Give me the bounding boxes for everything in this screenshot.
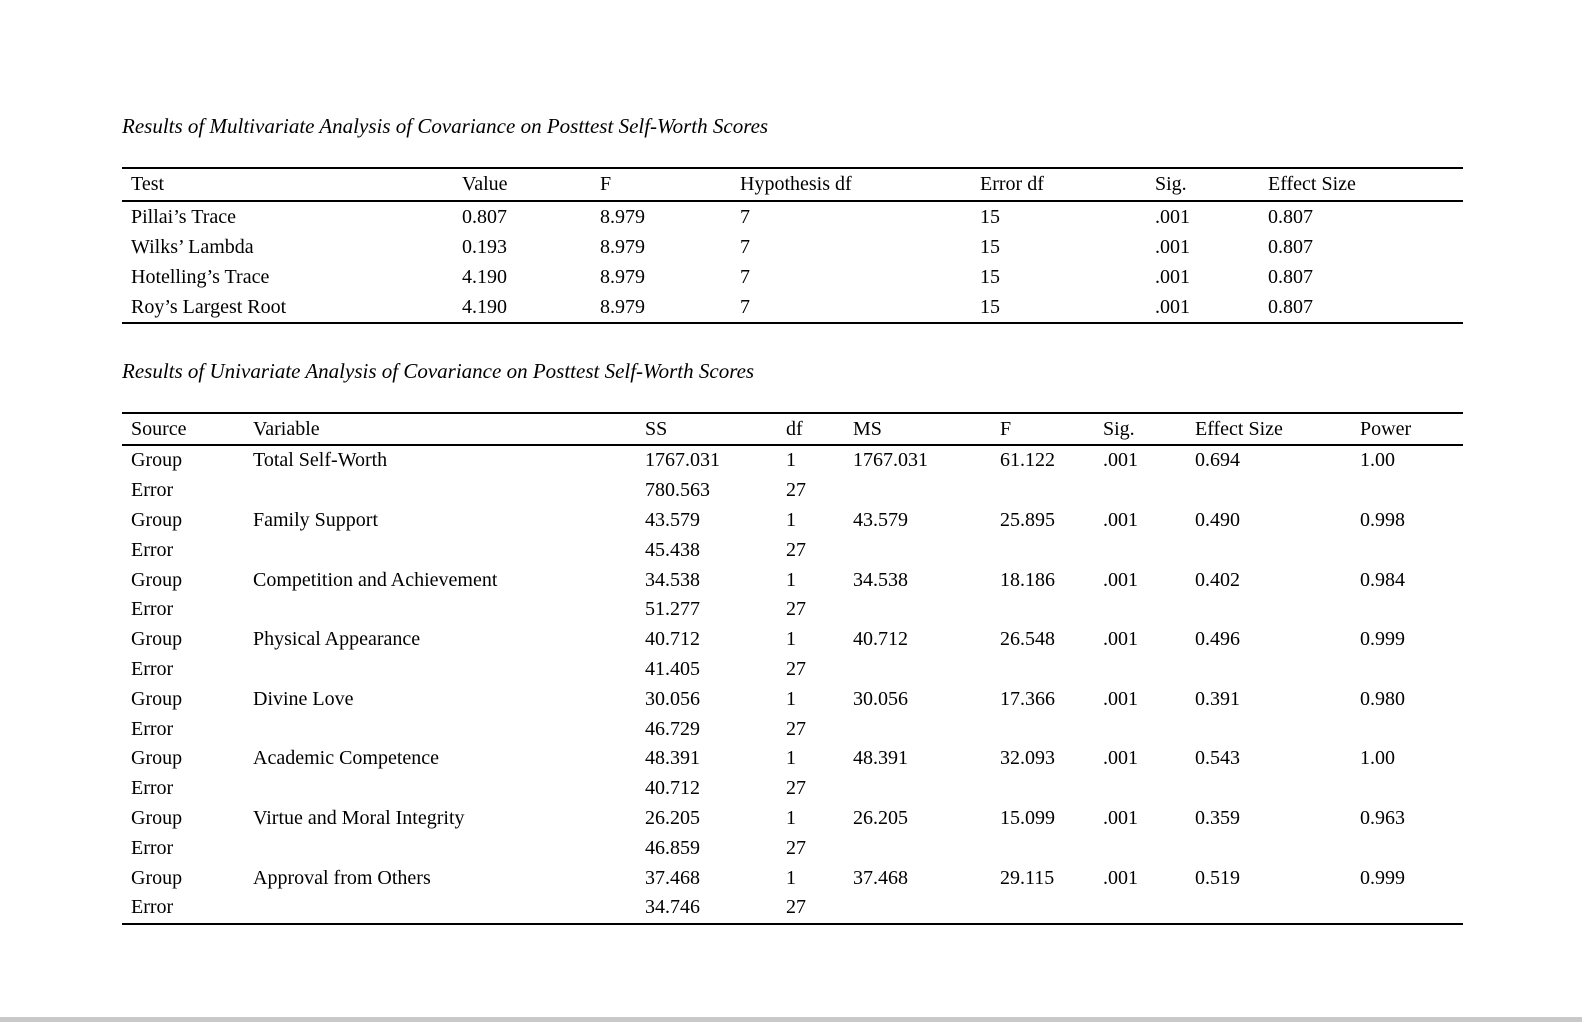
table-cell: [853, 774, 1000, 804]
table-cell: [1195, 595, 1360, 625]
table-cell: 17.366: [1000, 687, 1055, 710]
table-cell: [1195, 476, 1360, 506]
table-cell: 1: [786, 687, 796, 710]
table-cell: 0.694: [1195, 449, 1240, 472]
table-cell: Hotelling’s Trace: [131, 265, 270, 288]
column-header-effect-size: Effect Size: [1268, 173, 1356, 195]
table-cell: 15: [980, 205, 1000, 228]
table-cell: [1360, 595, 1463, 625]
column-header-f: F: [600, 173, 612, 195]
table-cell: [1360, 774, 1463, 804]
column-header-ss: SS: [645, 417, 668, 440]
table-cell: Error: [131, 538, 174, 561]
column-header-test: Test: [131, 173, 165, 195]
univariate-header-row: [122, 413, 1463, 445]
table-cell: Group: [131, 806, 183, 829]
table-cell: 0.807: [1268, 235, 1313, 258]
column-header-error-df: Error df: [980, 173, 1044, 195]
table-cell: Wilks’ Lambda: [131, 235, 254, 258]
table-cell: [253, 595, 645, 625]
table-row: [122, 804, 1463, 834]
table-cell: 7: [740, 295, 750, 318]
horizontal-scrollbar[interactable]: [0, 1017, 1582, 1022]
table-cell: [253, 655, 645, 685]
table-cell: 1.00: [1360, 747, 1395, 770]
table-cell: 41.405: [645, 657, 700, 680]
table-cell: 0.984: [1360, 568, 1405, 591]
table-cell: 8.979: [600, 265, 645, 288]
table-cell: Virtue and Moral Integrity: [253, 806, 465, 829]
table-cell: 7: [740, 205, 750, 228]
table-cell: 15: [980, 235, 1000, 258]
table-cell: 40.712: [645, 628, 700, 651]
table-cell: Error: [131, 896, 174, 919]
table-row: [122, 863, 1463, 893]
table-cell: [1000, 535, 1103, 565]
table-cell: [1103, 774, 1195, 804]
table-cell: 1: [786, 628, 796, 651]
table-cell: .001: [1155, 205, 1190, 228]
table-cell: 8.979: [600, 295, 645, 318]
table-cell: [253, 774, 645, 804]
univariate-table-title: Results of Univariate Analysis of Covariance on Posttest Self-Worth Scores: [122, 359, 755, 383]
table-cell: Error: [131, 657, 174, 680]
table-cell: .001: [1155, 235, 1190, 258]
table-cell: [253, 476, 645, 506]
table-cell: .001: [1103, 866, 1138, 889]
table-cell: 61.122: [1000, 449, 1055, 472]
table-cell: 0.807: [1268, 205, 1313, 228]
table-cell: 1: [786, 747, 796, 770]
table-cell: 45.438: [645, 538, 700, 561]
table-cell: 46.729: [645, 717, 700, 740]
table-row: [122, 232, 1463, 262]
table-cell: [253, 893, 645, 924]
table-cell: 0.999: [1360, 866, 1405, 889]
table-cell: 4.190: [462, 265, 507, 288]
multivariate-table: [122, 167, 1463, 324]
table-cell: 25.895: [1000, 508, 1055, 531]
table-cell: 48.391: [645, 747, 700, 770]
table-cell: 51.277: [645, 598, 700, 621]
table-cell: [1103, 535, 1195, 565]
table-cell: 27: [786, 777, 806, 800]
table-cell: Group: [131, 687, 183, 710]
table-row: [122, 684, 1463, 714]
table-cell: Physical Appearance: [253, 628, 421, 651]
column-header-ms: MS: [853, 417, 882, 440]
table-row: [122, 774, 1463, 804]
table-cell: Competition and Achievement: [253, 568, 498, 591]
table-cell: 8.979: [600, 235, 645, 258]
table-cell: 15.099: [1000, 806, 1055, 829]
table-cell: [1195, 535, 1360, 565]
table-cell: 1: [786, 449, 796, 472]
multivariate-table-title: Results of Multivariate Analysis of Covariance on Posttest Self-Worth Scores: [122, 114, 769, 138]
table-cell: [853, 655, 1000, 685]
table-cell: 0.402: [1195, 568, 1240, 591]
table-cell: Group: [131, 449, 183, 472]
table-cell: Group: [131, 568, 183, 591]
table-cell: 27: [786, 479, 806, 502]
table-cell: 34.538: [645, 568, 700, 591]
table-cell: 0.359: [1195, 806, 1240, 829]
table-cell: 43.579: [645, 508, 700, 531]
table-cell: .001: [1155, 295, 1190, 318]
table-cell: 48.391: [853, 747, 908, 770]
table-cell: 8.979: [600, 205, 645, 228]
table-row: [122, 535, 1463, 565]
column-header-variable: Variable: [253, 417, 320, 440]
table-cell: 0.998: [1360, 508, 1405, 531]
table-row: [122, 262, 1463, 292]
table-cell: 43.579: [853, 508, 908, 531]
table-cell: 15: [980, 295, 1000, 318]
table-cell: 37.468: [853, 866, 908, 889]
table-cell: 1767.031: [853, 449, 928, 472]
table-cell: [253, 833, 645, 863]
table-cell: [1360, 893, 1463, 924]
table-cell: [253, 535, 645, 565]
table-cell: [1000, 893, 1103, 924]
table-cell: [1360, 655, 1463, 685]
table-cell: Error: [131, 598, 174, 621]
table-cell: 0.519: [1195, 866, 1240, 889]
table-cell: [1360, 833, 1463, 863]
table-cell: 26.205: [853, 806, 908, 829]
table-row: [122, 476, 1463, 506]
table-row: [122, 445, 1463, 476]
column-header-df: df: [786, 417, 803, 440]
table-cell: .001: [1103, 687, 1138, 710]
table-cell: [1195, 714, 1360, 744]
table-row: [122, 506, 1463, 536]
table-cell: 29.115: [1000, 866, 1055, 889]
table-cell: Group: [131, 628, 183, 651]
table-cell: .001: [1155, 265, 1190, 288]
univariate-table: [122, 412, 1463, 925]
table-cell: 27: [786, 657, 806, 680]
table-cell: .001: [1103, 568, 1138, 591]
table-cell: 4.190: [462, 295, 507, 318]
table-cell: 0.999: [1360, 628, 1405, 651]
table-cell: [1360, 714, 1463, 744]
table-cell: [853, 714, 1000, 744]
table-row: [122, 655, 1463, 685]
table-cell: .001: [1103, 806, 1138, 829]
table-cell: 7: [740, 265, 750, 288]
table-row: [122, 292, 1463, 323]
table-cell: 30.056: [645, 687, 700, 710]
table-row: [122, 595, 1463, 625]
table-cell: 27: [786, 538, 806, 561]
table-cell: Group: [131, 866, 183, 889]
table-cell: [1195, 833, 1360, 863]
table-cell: 46.859: [645, 836, 700, 859]
table-cell: [1000, 714, 1103, 744]
table-cell: 0.490: [1195, 508, 1240, 531]
table-cell: 40.712: [853, 628, 908, 651]
table-cell: 34.746: [645, 896, 700, 919]
table-row: [122, 201, 1463, 232]
table-cell: Divine Love: [253, 687, 354, 710]
table-cell: [1103, 476, 1195, 506]
column-header-source: Source: [131, 417, 187, 440]
column-header-hypothesis-df: Hypothesis df: [740, 173, 852, 195]
table-cell: 7: [740, 235, 750, 258]
table-cell: 780.563: [645, 479, 710, 502]
table-cell: 40.712: [645, 777, 700, 800]
table-cell: [1103, 655, 1195, 685]
table-cell: 0.543: [1195, 747, 1240, 770]
table-cell: Approval from Others: [253, 866, 431, 889]
column-header-power: Power: [1360, 417, 1412, 440]
table-cell: [1000, 595, 1103, 625]
table-cell: 15: [980, 265, 1000, 288]
table-cell: 1: [786, 508, 796, 531]
table-cell: 0.193: [462, 235, 507, 258]
table-row: [122, 625, 1463, 655]
table-row: [122, 833, 1463, 863]
table-cell: 27: [786, 836, 806, 859]
table-cell: 0.391: [1195, 687, 1240, 710]
table-cell: Roy’s Largest Root: [131, 295, 287, 318]
table-cell: Error: [131, 836, 174, 859]
table-cell: [1000, 833, 1103, 863]
table-cell: [1103, 714, 1195, 744]
table-row: [122, 893, 1463, 924]
table-cell: .001: [1103, 628, 1138, 651]
table-row: [122, 744, 1463, 774]
table-cell: [1000, 476, 1103, 506]
table-cell: 37.468: [645, 866, 700, 889]
column-header-effect-size: Effect Size: [1195, 417, 1283, 440]
table-cell: 32.093: [1000, 747, 1055, 770]
table-cell: 0.963: [1360, 806, 1405, 829]
table-cell: .001: [1103, 449, 1138, 472]
table-cell: [253, 714, 645, 744]
table-cell: [1195, 655, 1360, 685]
table-cell: [1103, 833, 1195, 863]
table-cell: 0.807: [462, 205, 507, 228]
table-cell: Academic Competence: [253, 747, 440, 770]
table-cell: Total Self-Worth: [253, 449, 388, 472]
multivariate-header-row: [122, 168, 1463, 201]
table-cell: 34.538: [853, 568, 908, 591]
table-cell: [853, 595, 1000, 625]
table-cell: Error: [131, 479, 174, 502]
table-cell: [1360, 476, 1463, 506]
table-cell: .001: [1103, 747, 1138, 770]
table-cell: 1: [786, 866, 796, 889]
table-cell: 0.807: [1268, 265, 1313, 288]
table-cell: 26.205: [645, 806, 700, 829]
table-cell: [1000, 655, 1103, 685]
table-cell: Pillai’s Trace: [131, 205, 237, 228]
table-cell: 27: [786, 717, 806, 740]
table-cell: [1360, 535, 1463, 565]
table-cell: 18.186: [1000, 568, 1055, 591]
table-cell: [853, 476, 1000, 506]
table-cell: [1195, 774, 1360, 804]
table-cell: Error: [131, 717, 174, 740]
table-cell: [1195, 893, 1360, 924]
table-cell: 1: [786, 568, 796, 591]
table-cell: 0.496: [1195, 628, 1240, 651]
table-cell: Group: [131, 747, 183, 770]
table-cell: 1.00: [1360, 449, 1395, 472]
column-header-sig: Sig.: [1155, 173, 1187, 195]
table-cell: [853, 833, 1000, 863]
table-row: [122, 565, 1463, 595]
table-cell: [853, 535, 1000, 565]
column-header-sig: Sig.: [1103, 417, 1135, 440]
table-cell: .001: [1103, 508, 1138, 531]
table-cell: 27: [786, 896, 806, 919]
column-header-value: Value: [462, 173, 508, 195]
table-cell: 30.056: [853, 687, 908, 710]
table-cell: 1: [786, 806, 796, 829]
table-cell: Error: [131, 777, 174, 800]
table-cell: 0.807: [1268, 295, 1313, 318]
table-cell: 1767.031: [645, 449, 720, 472]
table-cell: [1103, 595, 1195, 625]
table-cell: Family Support: [253, 508, 379, 531]
column-header-f: F: [1000, 417, 1012, 440]
table-cell: [1000, 774, 1103, 804]
table-cell: [1103, 893, 1195, 924]
table-cell: 26.548: [1000, 628, 1055, 651]
table-row: [122, 714, 1463, 744]
table-cell: 0.980: [1360, 687, 1405, 710]
table-cell: 27: [786, 598, 806, 621]
table-cell: Group: [131, 508, 183, 531]
table-cell: [853, 893, 1000, 924]
